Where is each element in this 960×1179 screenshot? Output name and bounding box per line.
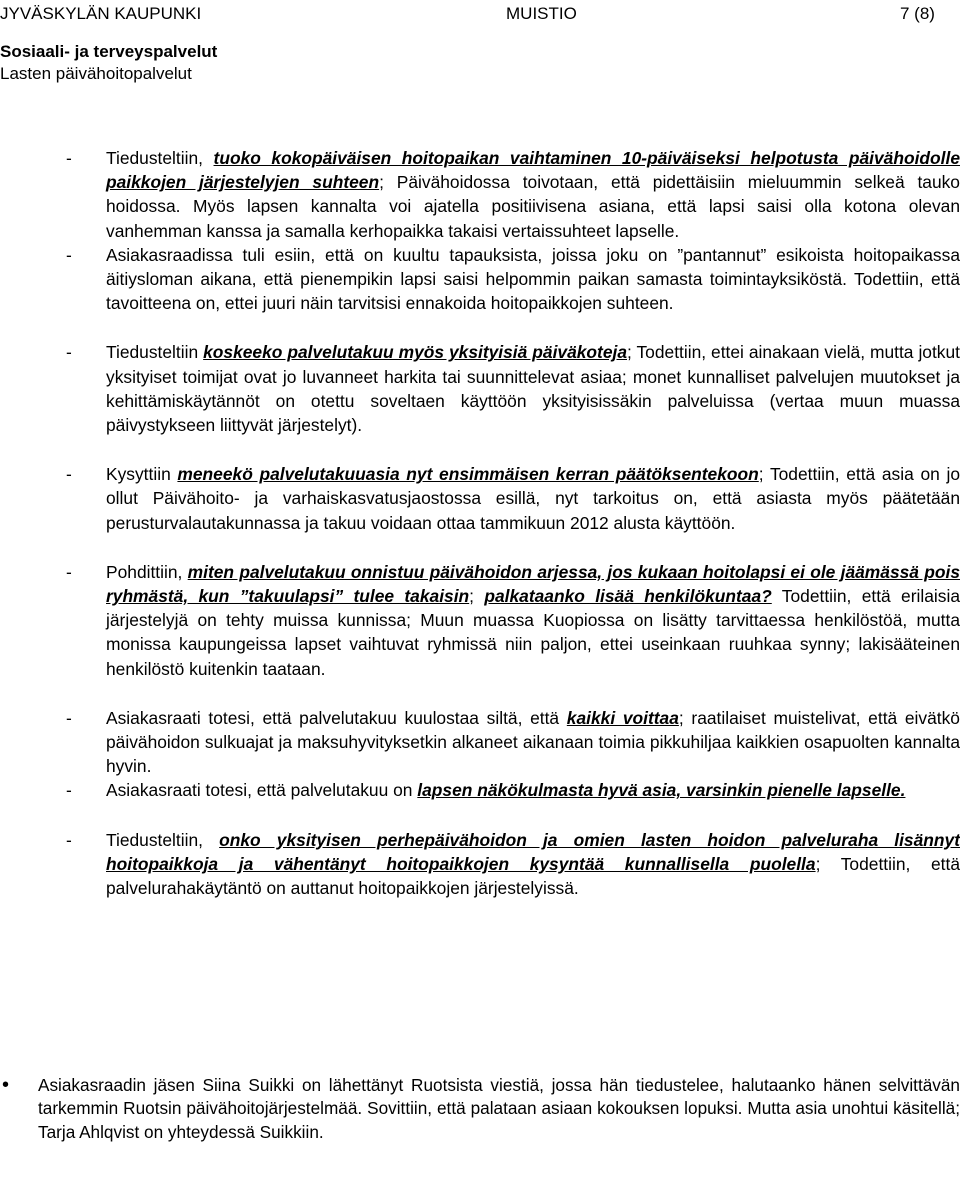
list-item	[0, 828, 960, 901]
item-text: Asiakasraati totesi, että palvelutakuu on	[106, 780, 418, 801]
list-dash: -	[66, 707, 72, 728]
memo-body	[0, 146, 960, 900]
item-emphasis: lapsen näkökulmasta hyvä asia, varsinkin pienelle lapselle.	[417, 780, 906, 801]
item-emphasis: onko yksityisen perhepäivähoidon ja omien lasten hoidon palveluraha lisännyt hoitopaikkoja ja vähentänyt hoitopaikkojen kysyntää kunnallisella puolella	[106, 829, 960, 874]
footnote	[0, 1074, 960, 1144]
footnote-text: Asiakasraadin jäsen Siina Suikki on lähettänyt Ruotsista viestiä, jossa hän tiedustelee, halutaanko hänen selvittävän tarkemmin Ruotsin päivähoitojärjestelmää. Sovittiin, että palataan asiaan kokouksen lopuksi. Mutta asia unohtui käsitellä; Tarja Ahlqvist on yhteydessä Suikkiin.	[38, 1075, 960, 1142]
item-text: ; Todettiin, että asia on jo ollut Päivähoito- ja varhaiskasvatusjaostossa esillä, nyt tarkoitus on, että asiasta myös päätetään perusturvalautakunnassa ja takuu voidaan ottaa tammikuun 2012 alusta käyttöön.	[106, 464, 960, 533]
unit-name: Lasten päivähoitopalvelut	[0, 64, 192, 83]
page-number: 7 (8)	[900, 4, 935, 23]
item-emphasis: palkataanko lisää henkilökuntaa?	[484, 586, 772, 607]
item-text: ; raatilaiset muistelivat, että eivätkö päivähoidon sulkuajat ja maksuhyvityksetkin alkaneet aikanaan toimia pikkuhiljaa kaikkien osapuolten kannalta hyvin.	[106, 707, 960, 777]
item-emphasis: miten palvelutakuu onnistuu päivähoidon arjessa, jos kukaan hoitolapsi ei ole jäämässä pois ryhmästä, kun ”takuulapsi” tulee takaisin	[106, 561, 960, 607]
list-item	[0, 462, 960, 535]
item-emphasis: tuoko kokopäiväisen hoitopaikan vaihtaminen 10-päiväiseksi helpotusta päivähoidolle paikkojen järjestelyjen suhteen	[106, 148, 960, 193]
item-text: ; Todettiin, että palvelurahakäytäntö on auttanut hoitopaikkojen järjestelyissä.	[106, 853, 960, 899]
item-emphasis: meneekö palvelutakuuasia nyt ensimmäisen kerran päätöksentekoon	[177, 464, 759, 485]
item-text: Asiakasraadissa tuli esiin, että on kuultu tapauksista, joissa joku on ”pantannut” esikoista hoitopaikassa äitiysloman aikana, että pienempikin lapsi saisi helpommin paikan samasta toimintayksiköstä. Todettiin, että tavoitteena on, ettei juuri näin tarvitsisi ennakoida hoitopaikkojen suhteen.	[106, 244, 960, 314]
item-text: ; Todettiin, ettei ainakaan vielä, mutta jotkut yksityiset toimijat ovat jo luvanneet harkita tai suunnittelevat asiaa; monet kunnalliset palvelujen muutokset ja kehittämiskäytännöt on otettu soveltaen käyttöön yksityisissäkin palveluissa (vertaa muun muassa päivystykseen liittyvät järjestelyt).	[106, 342, 960, 436]
item-text: ;	[469, 586, 485, 607]
item-text: Tiedusteltiin,	[106, 148, 214, 168]
item-text: Asiakasraati totesi, että palvelutakuu kuulostaa siltä, että	[106, 707, 567, 728]
item-text: Pohdittiin,	[106, 561, 188, 582]
list-dash: -	[66, 561, 72, 582]
item-text: ; Päivähoidossa toivotaan, että pidettäisiin mieluummin selkeä tauko hoidossa. Myös lapsen kannalta voi ajatella positiivisena asiana, että lapsi saisi olla kotona olevan vanhemman kanssa ja samalla kerhopaikka takaisi vertaissuhteet lapselle.	[106, 172, 960, 241]
list-item	[0, 243, 960, 316]
organization-name: JYVÄSKYLÄN KAUPUNKI	[0, 4, 202, 23]
list-dash: -	[66, 148, 72, 168]
list-dash: -	[66, 464, 72, 485]
list-item	[0, 706, 960, 779]
list-dash: -	[66, 780, 72, 801]
item-text: Tiedusteltiin	[106, 342, 204, 363]
list-dash: -	[66, 244, 72, 265]
list-item	[0, 560, 960, 681]
bullet-item	[0, 1074, 960, 1144]
list-item	[0, 340, 960, 437]
item-text: Kysyttiin	[106, 464, 178, 485]
department-name: Sosiaali- ja terveyspalvelut	[0, 42, 218, 61]
list-item	[0, 778, 960, 802]
item-text: Tiedusteltiin,	[106, 829, 220, 850]
item-emphasis: kaikki voittaa	[566, 707, 679, 728]
item-emphasis: koskeeko palvelutakuu myös yksityisiä päiväkoteja	[203, 342, 628, 363]
list-dash: -	[66, 342, 72, 363]
list-dash: -	[66, 829, 72, 850]
item-text: Todettiin, että erilaisia järjestelyjä on tehty muissa kunnissa; Muun muassa Kuopiossa on lisätty tarvittaessa henkilöstöä, mutta monissa kaupungeissa lapset vaihtuvat ryhmissä niin paljon, ettei useinkaan ruuhkaa synny; lakisääteinen henkilöstö kuitenkin taataan.	[106, 586, 960, 679]
document-type: MUISTIO	[506, 4, 577, 23]
bullet-icon: •	[2, 1074, 10, 1096]
list-item	[0, 146, 960, 243]
